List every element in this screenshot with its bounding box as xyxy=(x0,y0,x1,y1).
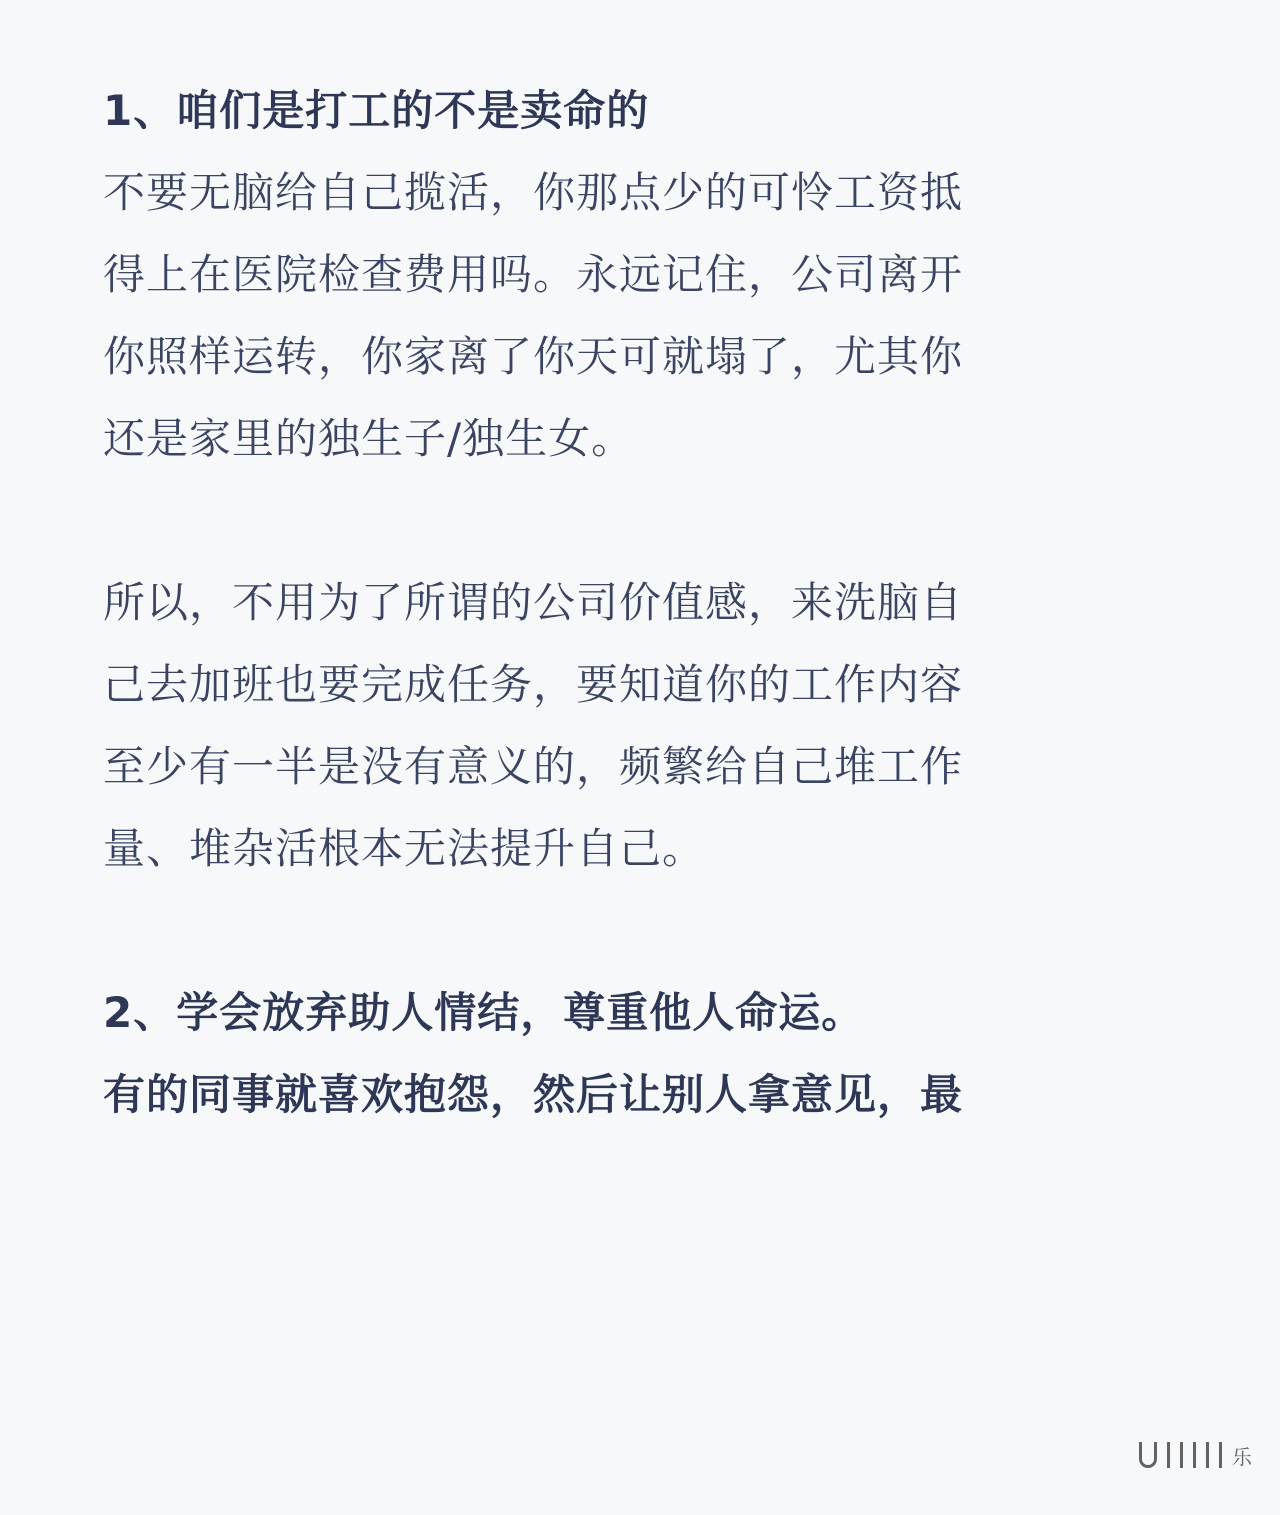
paragraph-line: 至少有一半是没有意义的，频繁给自己堆工作 xyxy=(103,742,964,791)
section-1-paragraph-1 xyxy=(103,152,1133,480)
watermark-mark xyxy=(1180,1442,1183,1468)
watermark-mark xyxy=(1219,1442,1222,1468)
section-2-heading: 2、学会放弃助人情结，尊重他人命运。 xyxy=(103,988,865,1037)
paragraph-line: 还是家里的独生子/独生女。 xyxy=(103,414,635,463)
paragraph-line: 所以，不用为了所谓的公司价值感，来洗脑自 xyxy=(103,578,964,627)
paragraph-spacer xyxy=(103,890,1133,972)
paragraph-line: 不要无脑给自己揽活，你那点少的可怜工资抵 xyxy=(103,168,964,217)
watermark-mark xyxy=(1193,1442,1196,1468)
watermark-mark xyxy=(1206,1442,1209,1468)
section-2-paragraph-1 xyxy=(103,1054,1133,1136)
paragraph-line: 量、堆杂活根本无法提升自己。 xyxy=(103,824,706,873)
paragraph-line: 有的同事就喜欢抱怨，然后让别人拿意见，最 xyxy=(103,1070,964,1119)
watermark-logo xyxy=(1139,1433,1252,1477)
section-1-heading: 1、咱们是打工的不是卖命的 xyxy=(103,86,650,135)
paragraph-spacer xyxy=(103,480,1133,562)
article-content xyxy=(103,70,1133,1136)
watermark-mark xyxy=(1139,1442,1157,1468)
paragraph-line: 己去加班也要完成任务，要知道你的工作内容 xyxy=(103,660,964,709)
section-1-paragraph-2 xyxy=(103,562,1133,890)
watermark-mark xyxy=(1167,1442,1170,1468)
paragraph-line: 得上在医院检查费用吗。永远记住，公司离开 xyxy=(103,250,964,299)
paragraph-line: 你照样运转，你家离了你天可就塌了，尤其你 xyxy=(103,332,964,381)
watermark-glyph: 乐 xyxy=(1232,1444,1252,1469)
